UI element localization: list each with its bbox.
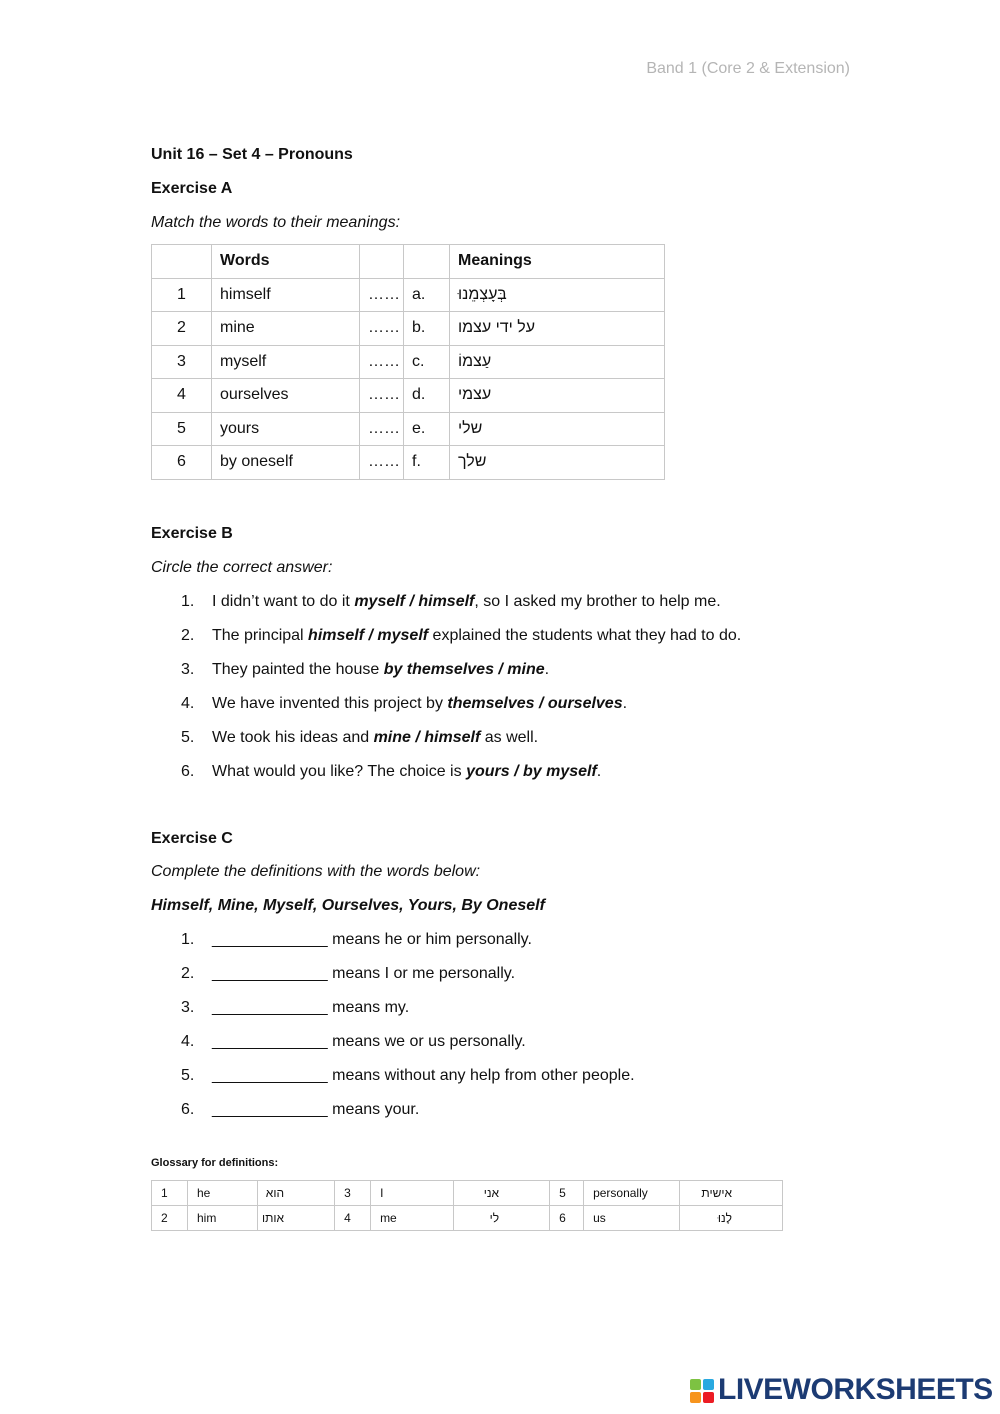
item-text: I didn’t want to do it: [212, 593, 355, 610]
row-number: 6: [152, 446, 212, 480]
header-cell-number: [152, 245, 212, 279]
answer-choice[interactable]: yours / by myself: [466, 763, 597, 780]
table-row: [152, 1181, 783, 1206]
row-letter: c.: [404, 345, 450, 379]
gloss-number: 6: [550, 1206, 584, 1231]
fill-blank[interactable]: _____________: [212, 965, 328, 982]
fill-blank[interactable]: _____________: [212, 1067, 328, 1084]
item-text: .: [622, 695, 628, 712]
row-number: 2: [152, 312, 212, 346]
table-row: [152, 345, 665, 379]
item-text: means your.: [327, 1101, 420, 1118]
list-item: [151, 728, 741, 762]
list-item: [151, 626, 741, 660]
list-item: [151, 1032, 635, 1066]
list-item: [151, 762, 741, 796]
item-text: We have invented this project by: [212, 695, 448, 712]
fill-blank[interactable]: _____________: [212, 1101, 328, 1118]
row-meaning: שלך: [450, 446, 665, 480]
table-row: [152, 412, 665, 446]
gloss-number: 4: [335, 1206, 371, 1231]
answer-blank[interactable]: ……: [360, 412, 404, 446]
row-meaning: בְּעָצְמֵנוּ: [450, 278, 665, 312]
gloss-english: personally: [584, 1181, 680, 1206]
answer-blank[interactable]: ……: [360, 446, 404, 480]
brand-name: LIVEWORKSHEETS: [718, 1373, 993, 1406]
item-text: We took his ideas and: [212, 729, 374, 746]
row-letter: d.: [404, 379, 450, 413]
item-number: 5.: [181, 1067, 195, 1084]
table-header-row: [152, 245, 665, 279]
gloss-hebrew: לי: [454, 1206, 550, 1231]
row-letter: a.: [404, 278, 450, 312]
item-number: 3.: [181, 999, 195, 1016]
gloss-number: 5: [550, 1181, 584, 1206]
fill-blank[interactable]: _____________: [212, 1033, 328, 1050]
list-item: [151, 694, 741, 728]
row-letter: b.: [404, 312, 450, 346]
answer-blank[interactable]: ……: [360, 345, 404, 379]
header-cell-meanings: Meanings: [450, 245, 665, 279]
header-cell-blank: [360, 245, 404, 279]
table-row: [152, 312, 665, 346]
answer-choice[interactable]: themselves / ourselves: [447, 695, 623, 712]
item-number: 4.: [181, 695, 195, 712]
header-cell-letter: [404, 245, 450, 279]
item-text: means we or us personally.: [327, 1033, 526, 1050]
item-text: means without any help from other people.: [327, 1067, 635, 1084]
page-title: Unit 16 – Set 4 – Pronouns: [151, 146, 353, 163]
gloss-number: 1: [152, 1181, 188, 1206]
fill-blank[interactable]: _____________: [212, 931, 328, 948]
glossary-table: [151, 1180, 783, 1231]
gloss-number: 3: [335, 1181, 371, 1206]
logo-grid-icon: [690, 1379, 714, 1403]
table-row: [152, 278, 665, 312]
row-number: 5: [152, 412, 212, 446]
table-row: [152, 379, 665, 413]
list-item: [151, 964, 635, 998]
gloss-hebrew: הוא: [258, 1181, 335, 1206]
exercise-c-instruction: Complete the definitions with the words below:: [151, 863, 481, 880]
item-text: .: [596, 763, 602, 780]
item-text: explained the students what they had to do.: [428, 627, 742, 644]
item-number: 2.: [181, 627, 195, 644]
gloss-hebrew: אני: [454, 1181, 550, 1206]
fill-blank[interactable]: _____________: [212, 999, 328, 1016]
item-number: 1.: [181, 593, 195, 610]
item-text: They painted the house: [212, 661, 384, 678]
exercise-a-heading: Exercise A: [151, 180, 233, 197]
row-meaning: שלי: [450, 412, 665, 446]
word-bank: Himself, Mine, Myself, Ourselves, Yours, By Oneself: [151, 897, 545, 914]
row-word: by oneself: [212, 446, 360, 480]
exercise-b-heading: Exercise B: [151, 525, 233, 542]
row-meaning: על ידי עצמו: [450, 312, 665, 346]
item-text: What would you like? The choice is: [212, 763, 467, 780]
item-text: means my.: [327, 999, 410, 1016]
exercise-a-instruction: Match the words to their meanings:: [151, 214, 401, 231]
list-item: [151, 1100, 635, 1134]
row-letter: e.: [404, 412, 450, 446]
item-text: means I or me personally.: [327, 965, 516, 982]
gloss-english: he: [188, 1181, 258, 1206]
answer-choice[interactable]: by themselves / mine: [383, 661, 545, 678]
gloss-english: us: [584, 1206, 680, 1231]
item-text: The principal: [212, 627, 309, 644]
item-text: means he or him personally.: [327, 931, 532, 948]
item-number: 4.: [181, 1033, 195, 1050]
table-row: [152, 446, 665, 480]
gloss-hebrew: אישית: [680, 1181, 783, 1206]
answer-blank[interactable]: ……: [360, 379, 404, 413]
answer-choice[interactable]: himself / myself: [308, 627, 429, 644]
gloss-english: I: [371, 1181, 454, 1206]
gloss-english: him: [188, 1206, 258, 1231]
answer-blank[interactable]: ……: [360, 312, 404, 346]
gloss-hebrew: אותו: [258, 1206, 335, 1231]
item-number: 3.: [181, 661, 195, 678]
row-word: ourselves: [212, 379, 360, 413]
table-row: [152, 1206, 783, 1231]
header-band-label: Band 1 (Core 2 & Extension): [646, 60, 850, 77]
item-number: 2.: [181, 965, 195, 982]
row-meaning: עצמי: [450, 379, 665, 413]
row-letter: f.: [404, 446, 450, 480]
row-word: yours: [212, 412, 360, 446]
item-text: , so I asked my brother to help me.: [474, 593, 721, 610]
header-cell-words: Words: [212, 245, 360, 279]
item-text: as well.: [480, 729, 539, 746]
answer-blank[interactable]: ……: [360, 278, 404, 312]
answer-choice[interactable]: mine / himself: [373, 729, 481, 746]
exercise-c-list: [151, 930, 635, 1134]
list-item: [151, 998, 635, 1032]
row-number: 1: [152, 278, 212, 312]
exercise-b-instruction: Circle the correct answer:: [151, 559, 333, 576]
item-number: 6.: [181, 1101, 195, 1118]
exercise-c-heading: Exercise C: [151, 830, 233, 847]
list-item: [151, 930, 635, 964]
row-word: himself: [212, 278, 360, 312]
item-number: 5.: [181, 729, 195, 746]
glossary-heading: Glossary for definitions:: [151, 1157, 279, 1169]
row-number: 4: [152, 379, 212, 413]
gloss-hebrew: לָנוּ: [680, 1206, 783, 1231]
item-text: .: [544, 661, 550, 678]
row-meaning: עַצמוֹ: [450, 345, 665, 379]
row-word: myself: [212, 345, 360, 379]
row-word: mine: [212, 312, 360, 346]
answer-choice[interactable]: myself / himself: [354, 593, 475, 610]
list-item: [151, 592, 741, 626]
gloss-english: me: [371, 1206, 454, 1231]
row-number: 3: [152, 345, 212, 379]
matching-table: [151, 244, 665, 480]
list-item: [151, 660, 741, 694]
liveworksheets-logo: [690, 1372, 993, 1408]
item-number: 6.: [181, 763, 195, 780]
list-item: [151, 1066, 635, 1100]
exercise-b-list: [151, 592, 741, 796]
gloss-number: 2: [152, 1206, 188, 1231]
item-number: 1.: [181, 931, 195, 948]
